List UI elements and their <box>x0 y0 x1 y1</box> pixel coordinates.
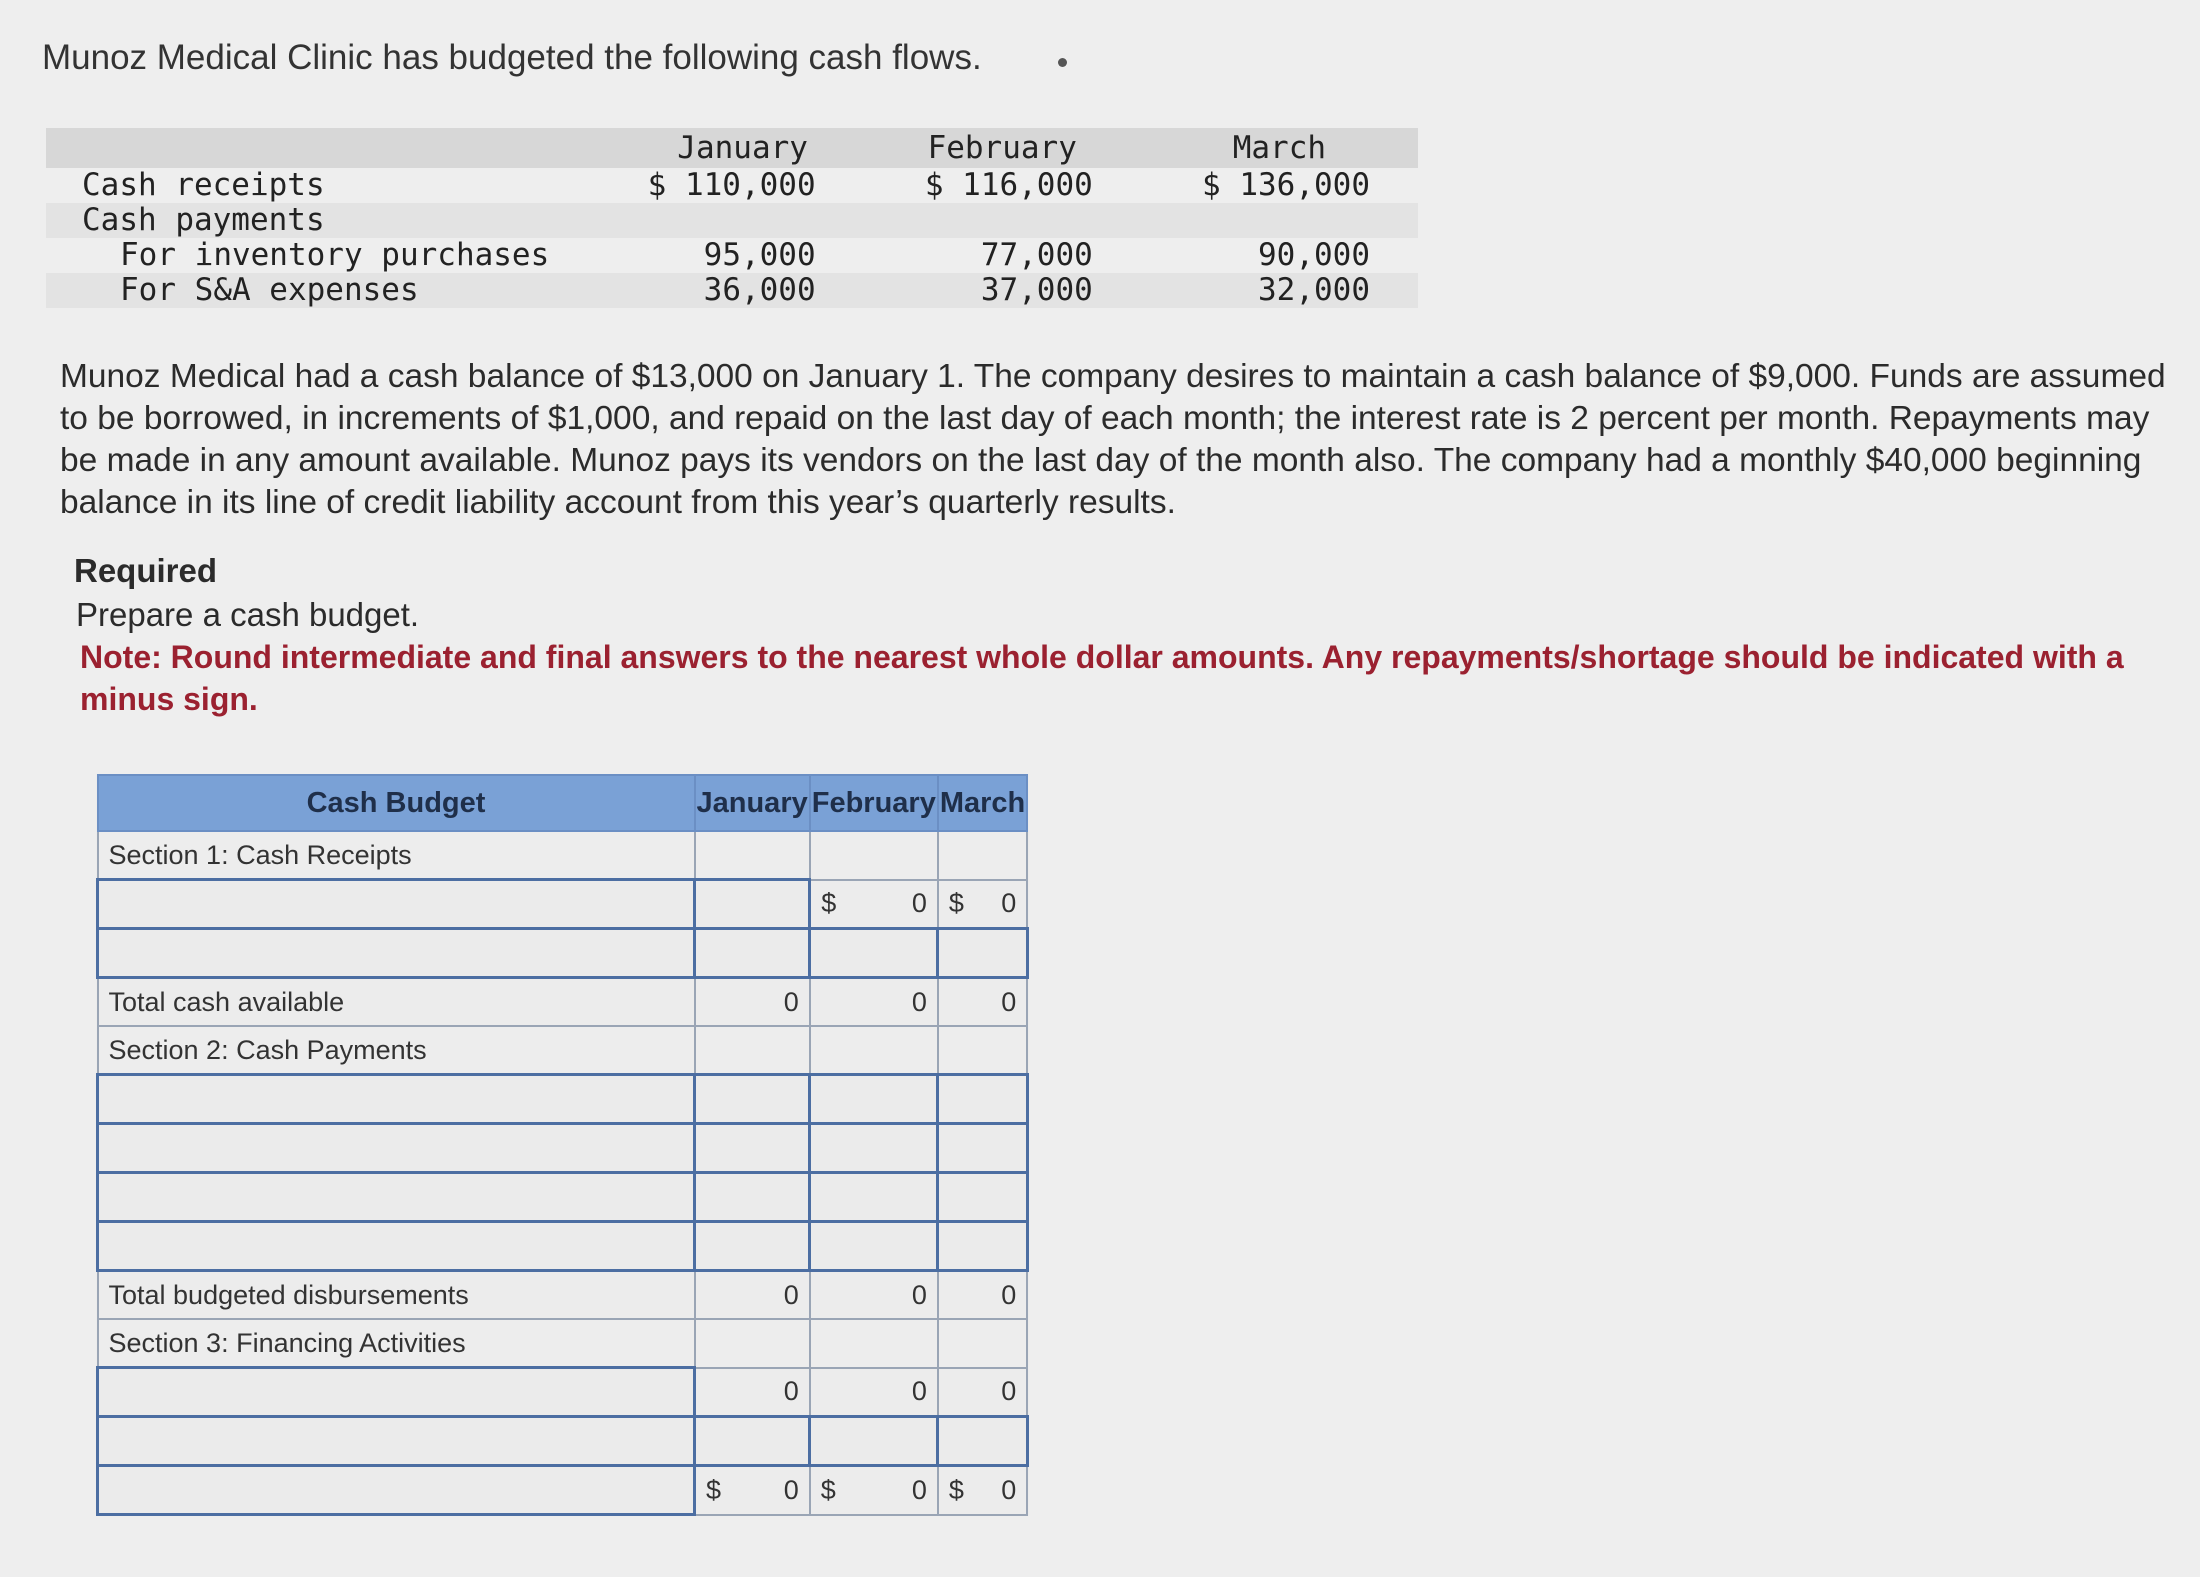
given-value: 36,000 <box>622 273 864 308</box>
required-title: Required <box>74 552 218 589</box>
given-row-inventory <box>46 238 1418 273</box>
receipts-jan-input[interactable] <box>695 929 810 978</box>
bullet-dot <box>1058 58 1067 67</box>
payments-input-row <box>98 1075 1028 1124</box>
payments-label-input[interactable] <box>98 1173 695 1222</box>
receipts-label-input[interactable] <box>98 929 695 978</box>
given-month-mar: March <box>1141 128 1418 168</box>
budget-header-row <box>98 775 1028 831</box>
payments-label-input[interactable] <box>98 1124 695 1173</box>
value-zero: 0 <box>783 1376 799 1407</box>
total-cash-available-label: Total cash available <box>108 986 345 1017</box>
section2-label: Section 2: Cash Payments <box>108 1034 427 1065</box>
payments-feb-input[interactable] <box>810 1222 938 1271</box>
receipts-jan-input[interactable] <box>695 880 810 929</box>
payments-jan-input[interactable] <box>695 1124 810 1173</box>
currency-sign: $ <box>820 1474 836 1505</box>
rounding-note: Note: Round intermediate and final answers to the nearest whole dollar amounts. Any repayments/shortage should be indicated with a minus sign. <box>80 639 2124 717</box>
intro-text: Munoz Medical Clinic has budgeted the following cash flows. <box>42 38 982 77</box>
given-value: $ 116,000 <box>924 167 1093 203</box>
total-disbursements-row <box>98 1271 1028 1320</box>
given-row-cash-receipts <box>46 168 1418 203</box>
value-zero: 0 <box>1001 1376 1017 1407</box>
given-header-row <box>46 128 1418 168</box>
receipts-feb-cell <box>810 880 938 929</box>
value-zero: 0 <box>783 1279 799 1310</box>
financing-mar-input[interactable] <box>938 1417 1027 1466</box>
ending-balance-row <box>98 1466 1028 1515</box>
required-text: Prepare a cash budget. <box>76 596 420 633</box>
given-month-feb: February <box>864 128 1141 168</box>
value-zero: 0 <box>783 1474 799 1505</box>
budget-title: Cash Budget <box>98 775 695 831</box>
receipts-label-input[interactable] <box>98 880 695 929</box>
given-value: 90,000 <box>1258 237 1370 273</box>
financing-input-row-2 <box>98 1417 1028 1466</box>
given-value: $ 110,000 <box>647 167 816 203</box>
payments-input-row <box>98 1222 1028 1271</box>
section3-row <box>98 1319 1028 1368</box>
value-zero: 0 <box>783 986 799 1017</box>
currency-sign: $ <box>948 888 964 919</box>
payments-jan-input[interactable] <box>695 1222 810 1271</box>
total-cash-available-row <box>98 978 1028 1027</box>
payments-mar-input[interactable] <box>938 1124 1027 1173</box>
financing-label-input[interactable] <box>98 1368 695 1417</box>
currency-sign: $ <box>821 888 837 919</box>
payments-label-input[interactable] <box>98 1075 695 1124</box>
payments-feb-input[interactable] <box>810 1124 938 1173</box>
given-value: 32,000 <box>1141 273 1418 308</box>
payments-jan-input[interactable] <box>695 1173 810 1222</box>
given-row-label: For S&A expenses <box>46 273 622 308</box>
receipts-input-row-1 <box>98 880 1028 929</box>
given-row-sa-expenses <box>46 273 1418 308</box>
payments-label-input[interactable] <box>98 1222 695 1271</box>
problem-paragraph: Munoz Medical had a cash balance of $13,000 on January 1. The company desires to maintain a cash balance of $9,000. Funds are assumed to be borrowed, in increments of $1,000, and repaid on the last day of each month; the interest rate is 2 percent per month. Repayments may be made in any amount available. Munoz pays its vendors on the last day of the month also. The company had a monthly $40,000 beginning balance in its line of credit liability account from this year’s quarterly results. <box>60 358 2166 521</box>
currency-sign: $ <box>948 1474 964 1505</box>
payments-feb-input[interactable] <box>810 1075 938 1124</box>
receipts-mar-input[interactable] <box>938 929 1027 978</box>
financing-input-row-1 <box>98 1368 1028 1417</box>
given-row-label: Cash payments <box>46 203 622 238</box>
budget-col-march: March <box>938 775 1027 831</box>
given-value: 77,000 <box>980 237 1093 273</box>
receipts-input-row-2 <box>98 929 1028 978</box>
value-zero: 0 <box>911 986 927 1017</box>
given-month-jan: January <box>622 128 864 168</box>
value-zero: 0 <box>911 1376 927 1407</box>
section1-row <box>98 831 1028 880</box>
value-zero: 0 <box>911 1474 927 1505</box>
cash-budget-table <box>96 774 1029 1516</box>
receipts-feb-input[interactable] <box>810 929 938 978</box>
total-disbursements-label: Total budgeted disbursements <box>108 1279 469 1310</box>
value-zero: 0 <box>1001 1279 1017 1310</box>
payments-jan-input[interactable] <box>695 1075 810 1124</box>
value-zero: 0 <box>911 888 927 919</box>
budget-col-february: February <box>810 775 938 831</box>
given-value: $ 136,000 <box>1202 167 1370 203</box>
given-row-label: For inventory purchases <box>120 237 550 273</box>
value-zero: 0 <box>1001 1474 1017 1505</box>
financing-feb-input[interactable] <box>810 1417 938 1466</box>
section3-label: Section 3: Financing Activities <box>108 1327 466 1358</box>
given-value: 95,000 <box>703 237 816 273</box>
financing-label-input[interactable] <box>98 1417 695 1466</box>
payments-input-row <box>98 1173 1028 1222</box>
payments-mar-input[interactable] <box>938 1173 1027 1222</box>
given-row-label: Cash receipts <box>82 167 325 203</box>
section2-row <box>98 1026 1028 1075</box>
given-cash-flow-table <box>46 128 1418 308</box>
currency-sign: $ <box>706 1474 722 1505</box>
receipts-mar-cell <box>938 880 1027 929</box>
budget-col-january: January <box>695 775 810 831</box>
financing-jan-input[interactable] <box>695 1417 810 1466</box>
given-row-cash-payments <box>46 203 1418 238</box>
value-zero: 0 <box>911 1279 927 1310</box>
ending-label-input[interactable] <box>98 1466 695 1515</box>
value-zero: 0 <box>1001 888 1017 919</box>
value-zero: 0 <box>1001 986 1017 1017</box>
given-value: 37,000 <box>864 273 1141 308</box>
payments-input-row <box>98 1124 1028 1173</box>
section1-label: Section 1: Cash Receipts <box>108 839 412 870</box>
payments-mar-input[interactable] <box>938 1075 1027 1124</box>
payments-feb-input[interactable] <box>810 1173 938 1222</box>
payments-mar-input[interactable] <box>938 1222 1027 1271</box>
